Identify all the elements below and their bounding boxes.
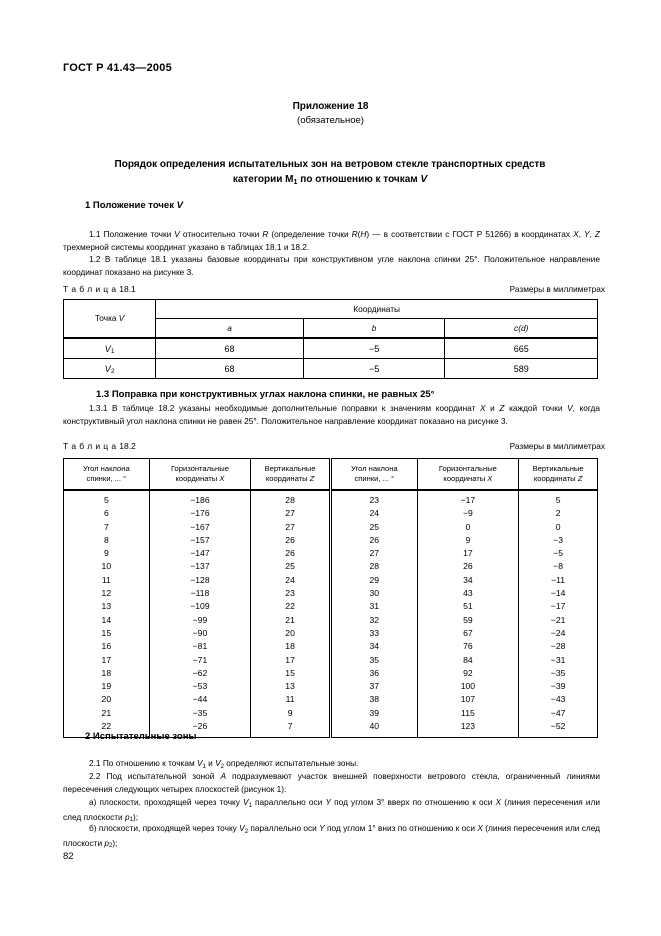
table-18-2-cell-x-right: −17 [417, 490, 519, 507]
table-18-2-cell-x-right: 84 [417, 654, 519, 667]
table-18-2-caption-label: Т а б л и ц а [63, 441, 117, 451]
table-18-2-cell-z-right: 5 [519, 490, 598, 507]
table-18-1-units: Размеры в миллиметрах [509, 284, 605, 294]
table-18-2-cell-x-left: −157 [149, 534, 251, 547]
table-18-2-cell-angle-left: 19 [64, 680, 150, 693]
page-title [80, 157, 580, 187]
table-18-2-units: Размеры в миллиметрах [509, 441, 605, 451]
vert-header-symbol: Z [577, 474, 583, 483]
table-18-2-cell-z-left: 22 [251, 600, 331, 613]
horiz-header-line1: Горизонтальные [438, 463, 497, 473]
table-18-2-cell-x-left: −128 [149, 574, 251, 587]
table-18-2-cell-x-right: 0 [417, 521, 519, 534]
table-18-2-cell-z-right: −43 [519, 693, 598, 706]
table-18-2-cell-angle-left: 8 [64, 534, 150, 547]
table-18-2-cell-z-right: −17 [519, 600, 598, 613]
table-18-2-cell-z-right: −39 [519, 680, 598, 693]
table-18-2-col-x-right [417, 459, 519, 491]
table-18-2-cell-x-left: −109 [149, 600, 251, 613]
table-18-2-cell-x-right: 123 [417, 720, 519, 738]
table-18-2-cell-x-right: −9 [417, 507, 519, 520]
table-18-2-cell-x-right: 100 [417, 680, 519, 693]
table-18-2-cell-x-left: −71 [149, 654, 251, 667]
table-18-2-cell-z-left: 13 [251, 680, 331, 693]
table-18-1-col-point-text: Точка [94, 313, 119, 323]
table-18-2-cell-x-left: −81 [149, 640, 251, 653]
table-18-2-cell-z-left: 23 [251, 587, 331, 600]
table-18-1-body [64, 338, 598, 379]
angle-header-line1: Угол наклона [350, 463, 398, 473]
table-18-2-header-row [64, 459, 598, 491]
table-18-2-cell-x-left: −118 [149, 587, 251, 600]
table-18-2-cell-angle-left: 11 [64, 574, 150, 587]
table-18-2-cell-z-left: 17 [251, 654, 331, 667]
table-18-1-cell-cd: 665 [445, 338, 598, 359]
table-18-2-cell-x-left: −35 [149, 707, 251, 720]
table-18-2-cell-angle-right: 23 [330, 490, 417, 507]
section1-3-heading: 1.3 Поправка при конструктивных углах наклона спинки, не равных 25° [96, 389, 435, 400]
table-18-2-col-angle-right [330, 459, 417, 491]
table-18-2-cell-angle-left: 9 [64, 547, 150, 560]
table-18-1-col-group: Координаты [156, 300, 598, 319]
table-18-2-cell-z-right: −47 [519, 707, 598, 720]
table-18-2-cell-angle-right: 33 [330, 627, 417, 640]
page-title-v: V [420, 174, 428, 185]
table-18-2-cell-angle-left: 20 [64, 693, 150, 706]
table-18-2-cell-x-right: 17 [417, 547, 519, 560]
table-18-2-cell-z-left: 20 [251, 627, 331, 640]
table-18-2-cell-x-left: −44 [149, 693, 251, 706]
table-18-2-cell-x-left: −26 [149, 720, 251, 738]
table-row [64, 627, 598, 640]
table-18-2-cell-z-left: 21 [251, 614, 331, 627]
table-18-2-cell-z-right: −8 [519, 560, 598, 573]
table-18-2 [63, 458, 598, 738]
table-18-2-cell-angle-left: 22 [64, 720, 150, 738]
table-18-2-col-z-right [519, 459, 598, 491]
paragraph-item-a [63, 796, 600, 825]
paragraph-item-a-text: а) плоскости, проходящей через точку $V_1$ параллельно оси Y под углом 3° вверх по отношению к оси X (линия пересечения или след плоскости $p_1$); [63, 797, 601, 824]
table-18-2-cell-z-right: −21 [519, 614, 598, 627]
horiz-header-line1: Горизонтальные [170, 463, 229, 473]
paragraph-1-2 [63, 253, 600, 278]
table-18-2-cell-angle-right: 24 [330, 507, 417, 520]
table-18-2-cell-angle-left: 13 [64, 600, 150, 613]
table-18-2-cell-angle-left: 18 [64, 667, 150, 680]
table-18-2-cell-x-right: 26 [417, 560, 519, 573]
table-18-2-cell-angle-right: 27 [330, 547, 417, 560]
vert-header-line1: Вертикальные [532, 463, 584, 473]
table-18-2-cell-angle-left: 17 [64, 654, 150, 667]
paragraph-1-2-text: 1.2 В таблице 18.1 указаны базовые координаты при конструктивном угле наклона спинки 25°. Положительное направление координат показано на рисунке 3. [63, 254, 600, 277]
table-18-2-cell-angle-right: 36 [330, 667, 417, 680]
table-18-2-col-x-left [149, 459, 251, 491]
point-index: 2 [110, 368, 115, 376]
horiz-header-symbol: X [219, 474, 225, 483]
table-18-2-cell-angle-right: 29 [330, 574, 417, 587]
table-18-1-cell-a: 68 [156, 338, 304, 359]
table-18-2-cell-z-left: 25 [251, 560, 331, 573]
table-18-2-cell-z-left: 15 [251, 667, 331, 680]
table-18-2-cell-z-right: 0 [519, 521, 598, 534]
table-18-2-cell-x-left: −99 [149, 614, 251, 627]
table-row [64, 521, 598, 534]
table-18-2-col-z-left [251, 459, 331, 491]
table-row [64, 587, 598, 600]
table-18-2-cell-angle-left: 6 [64, 507, 150, 520]
table-18-2-cell-angle-right: 31 [330, 600, 417, 613]
table-18-2-cell-z-left: 26 [251, 547, 331, 560]
table-18-2-cell-z-right: −24 [519, 627, 598, 640]
table-18-2-cell-x-right: 76 [417, 640, 519, 653]
table-18-2-cell-z-left: 28 [251, 490, 331, 507]
table-18-2-cell-angle-right: 28 [330, 560, 417, 573]
table-18-1-col-b: b [303, 319, 445, 339]
paragraph-1-1-text: 1.1 Положение точки V относительно точки R (определение точки R(H) — в соответствии с ГОСТ Р 51266) в координатах X, Y, Z трехмерной системы координат указано в таблицах 18.1 и 18.2. [63, 229, 600, 252]
table-18-2-cell-angle-right: 35 [330, 654, 417, 667]
page-title-subscript: 1 [293, 177, 298, 187]
table-18-2-cell-x-right: 51 [417, 600, 519, 613]
table-18-2-cell-angle-left: 12 [64, 587, 150, 600]
table-18-1 [63, 299, 598, 379]
table-18-1-cell-b: −5 [303, 359, 445, 379]
table-18-1-col-a: a [156, 319, 304, 339]
table-18-2-cell-angle-left: 15 [64, 627, 150, 640]
section1-heading-text: 1 Положение точек [85, 200, 177, 211]
table-18-1-caption-label: Т а б л и ц а [63, 284, 117, 294]
table-18-2-col-angle-left [64, 459, 150, 491]
table-18-2-cell-angle-right: 25 [330, 521, 417, 534]
standard-header: ГОСТ Р 41.43—2005 [63, 62, 172, 74]
table-18-2-cell-z-left: 7 [251, 720, 331, 738]
table-row [64, 490, 598, 507]
table-18-1-header-row-1 [64, 300, 598, 319]
section1-heading [85, 200, 183, 211]
table-18-1-col-point [64, 300, 156, 339]
table-18-2-cell-angle-left: 21 [64, 707, 150, 720]
table-18-2-cell-angle-right: 39 [330, 707, 417, 720]
table-row [64, 359, 598, 379]
angle-header-line2: спинки, ... ° [354, 474, 395, 483]
table-18-2-cell-z-right: −3 [519, 534, 598, 547]
table-18-1-cell-b: −5 [303, 338, 445, 359]
table-row [64, 640, 598, 653]
table-18-2-cell-z-right: −31 [519, 654, 598, 667]
table-18-2-cell-angle-right: 26 [330, 534, 417, 547]
vert-header-line2: координаты [265, 474, 310, 483]
table-row [64, 707, 598, 720]
table-18-2-cell-x-right: 115 [417, 707, 519, 720]
paragraph-2-2-text: 2.2 Под испытательной зоной A подразумевают участок внешней поверхности ветрового стекла, ограниченный линиями пересечения следующих четырех плоскостей (рисунок 1): [63, 771, 600, 794]
table-18-1-cell-a: 68 [156, 359, 304, 379]
table-18-1-caption-number: 18.1 [119, 284, 136, 294]
table-18-1-cell-point [64, 359, 156, 379]
page-title-line2-a: категории М [232, 174, 294, 185]
table-18-1-col-cd: c(d) [445, 319, 598, 339]
table-18-2-cell-angle-left: 10 [64, 560, 150, 573]
table-18-2-cell-angle-right: 30 [330, 587, 417, 600]
table-18-2-cell-z-right: −28 [519, 640, 598, 653]
table-18-2-cell-x-left: −90 [149, 627, 251, 640]
table-18-2-cell-angle-right: 32 [330, 614, 417, 627]
table-18-1-caption [63, 284, 136, 294]
table-18-2-cell-x-right: 43 [417, 587, 519, 600]
table-18-2-cell-angle-left: 16 [64, 640, 150, 653]
table-18-2-cell-x-right: 92 [417, 667, 519, 680]
horiz-header-line2: координаты [443, 474, 488, 483]
table-18-2-cell-x-left: −147 [149, 547, 251, 560]
table-18-2-cell-angle-right: 40 [330, 720, 417, 738]
table-row [64, 560, 598, 573]
table-18-2-cell-z-right: −5 [519, 547, 598, 560]
vert-header-line1: Вертикальные [264, 463, 316, 473]
table-18-2-cell-x-right: 34 [417, 574, 519, 587]
angle-header-line1: Угол наклона [83, 463, 130, 473]
table-18-2-caption [63, 441, 136, 451]
table-18-2-cell-z-right: −14 [519, 587, 598, 600]
angle-header-line2: спинки, ... ° [86, 474, 127, 483]
horiz-header-symbol: X [487, 474, 493, 483]
table-18-2-cell-z-right: −11 [519, 574, 598, 587]
vert-header-symbol: Z [309, 474, 315, 483]
paragraph-1-3-1-text: 1.3.1 В таблице 18.2 указаны необходимые дополнительные поправки к значениям координат X и Z каждой точки V, когда конструктивный угол наклона спинки не равен 25°. Положительное направление координат показано на рисунке 3. [63, 403, 600, 426]
table-row [64, 654, 598, 667]
table-18-2-cell-z-left: 9 [251, 707, 331, 720]
table-18-2-cell-x-left: −53 [149, 680, 251, 693]
appendix-title: Приложение 18 [292, 101, 369, 112]
paragraph-2-2 [63, 770, 600, 795]
paragraph-1-3-1 [63, 402, 600, 427]
table-18-2-cell-z-left: 18 [251, 640, 331, 653]
appendix-subtitle: (обязательное) [297, 115, 364, 126]
vert-header-line2: координаты [533, 474, 578, 483]
table-row [64, 667, 598, 680]
table-18-1-cell-point [64, 338, 156, 359]
table-row [64, 507, 598, 520]
table-18-2-cell-angle-right: 34 [330, 640, 417, 653]
table-18-2-cell-x-right: 107 [417, 693, 519, 706]
table-18-2-cell-angle-left: 7 [64, 521, 150, 534]
point-label: V [104, 363, 111, 374]
table-row [64, 574, 598, 587]
table-row [64, 680, 598, 693]
table-18-2-cell-x-left: −176 [149, 507, 251, 520]
page-number: 82 [63, 851, 74, 862]
table-18-2-cell-z-right: 2 [519, 507, 598, 520]
table-18-2-cell-angle-left: 14 [64, 614, 150, 627]
table-18-2-cell-x-left: −137 [149, 560, 251, 573]
table-18-2-cell-z-left: 24 [251, 574, 331, 587]
paragraph-item-b [63, 822, 600, 851]
table-18-2-cell-x-right: 59 [417, 614, 519, 627]
table-18-2-cell-z-left: 26 [251, 534, 331, 547]
table-18-2-cell-angle-right: 37 [330, 680, 417, 693]
table-18-2-cell-x-left: −167 [149, 521, 251, 534]
table-18-2-cell-z-left: 27 [251, 521, 331, 534]
table-18-1-col-point-v: V [118, 313, 125, 323]
appendix-block [0, 100, 661, 128]
table-18-2-cell-x-right: 67 [417, 627, 519, 640]
table-18-1-cell-cd: 589 [445, 359, 598, 379]
table-18-2-head [64, 459, 598, 491]
table-18-2-cell-z-right: −52 [519, 720, 598, 738]
table-18-2-cell-x-right: 9 [417, 534, 519, 547]
table-row [64, 600, 598, 613]
paragraph-2-1-text: 2.1 По отношению к точкам $V_1$ и $V_2$ определяют испытательные зоны. [89, 758, 359, 770]
table-18-2-cell-z-right: −35 [519, 667, 598, 680]
table-row [64, 614, 598, 627]
table-18-2-cell-x-left: −62 [149, 667, 251, 680]
section2-heading: 2 Испытательные зоны [85, 731, 197, 742]
table-18-2-cell-z-left: 11 [251, 693, 331, 706]
table-18-1-head [64, 300, 598, 339]
table-row [64, 693, 598, 706]
table-18-2-cell-x-left: −186 [149, 490, 251, 507]
table-18-2-caption-number: 18.2 [119, 441, 136, 451]
paragraph-item-b-text: б) плоскости, проходящей через точку $V_2$ параллельно оси Y под углом 1° вниз по отношению к оси X (линия пересечения или след плоскости $p_2$); [63, 823, 601, 850]
table-18-2-cell-z-left: 27 [251, 507, 331, 520]
table-row [64, 338, 598, 359]
table-row [64, 547, 598, 560]
table-row [64, 534, 598, 547]
page-title-line1: Порядок определения испытательных зон на ветровом стекле транспортных средств [114, 159, 546, 170]
horiz-header-line2: координаты [175, 474, 220, 483]
section1-heading-v: V [176, 200, 183, 211]
point-label: V [104, 343, 111, 354]
page-title-line2-b: по отношению к точкам [297, 174, 421, 185]
table-18-2-cell-angle-left: 5 [64, 490, 150, 507]
table-18-2-body [64, 490, 598, 738]
table-18-2-cell-angle-right: 38 [330, 693, 417, 706]
point-index: 1 [110, 348, 115, 356]
paragraph-1-1 [63, 228, 600, 253]
